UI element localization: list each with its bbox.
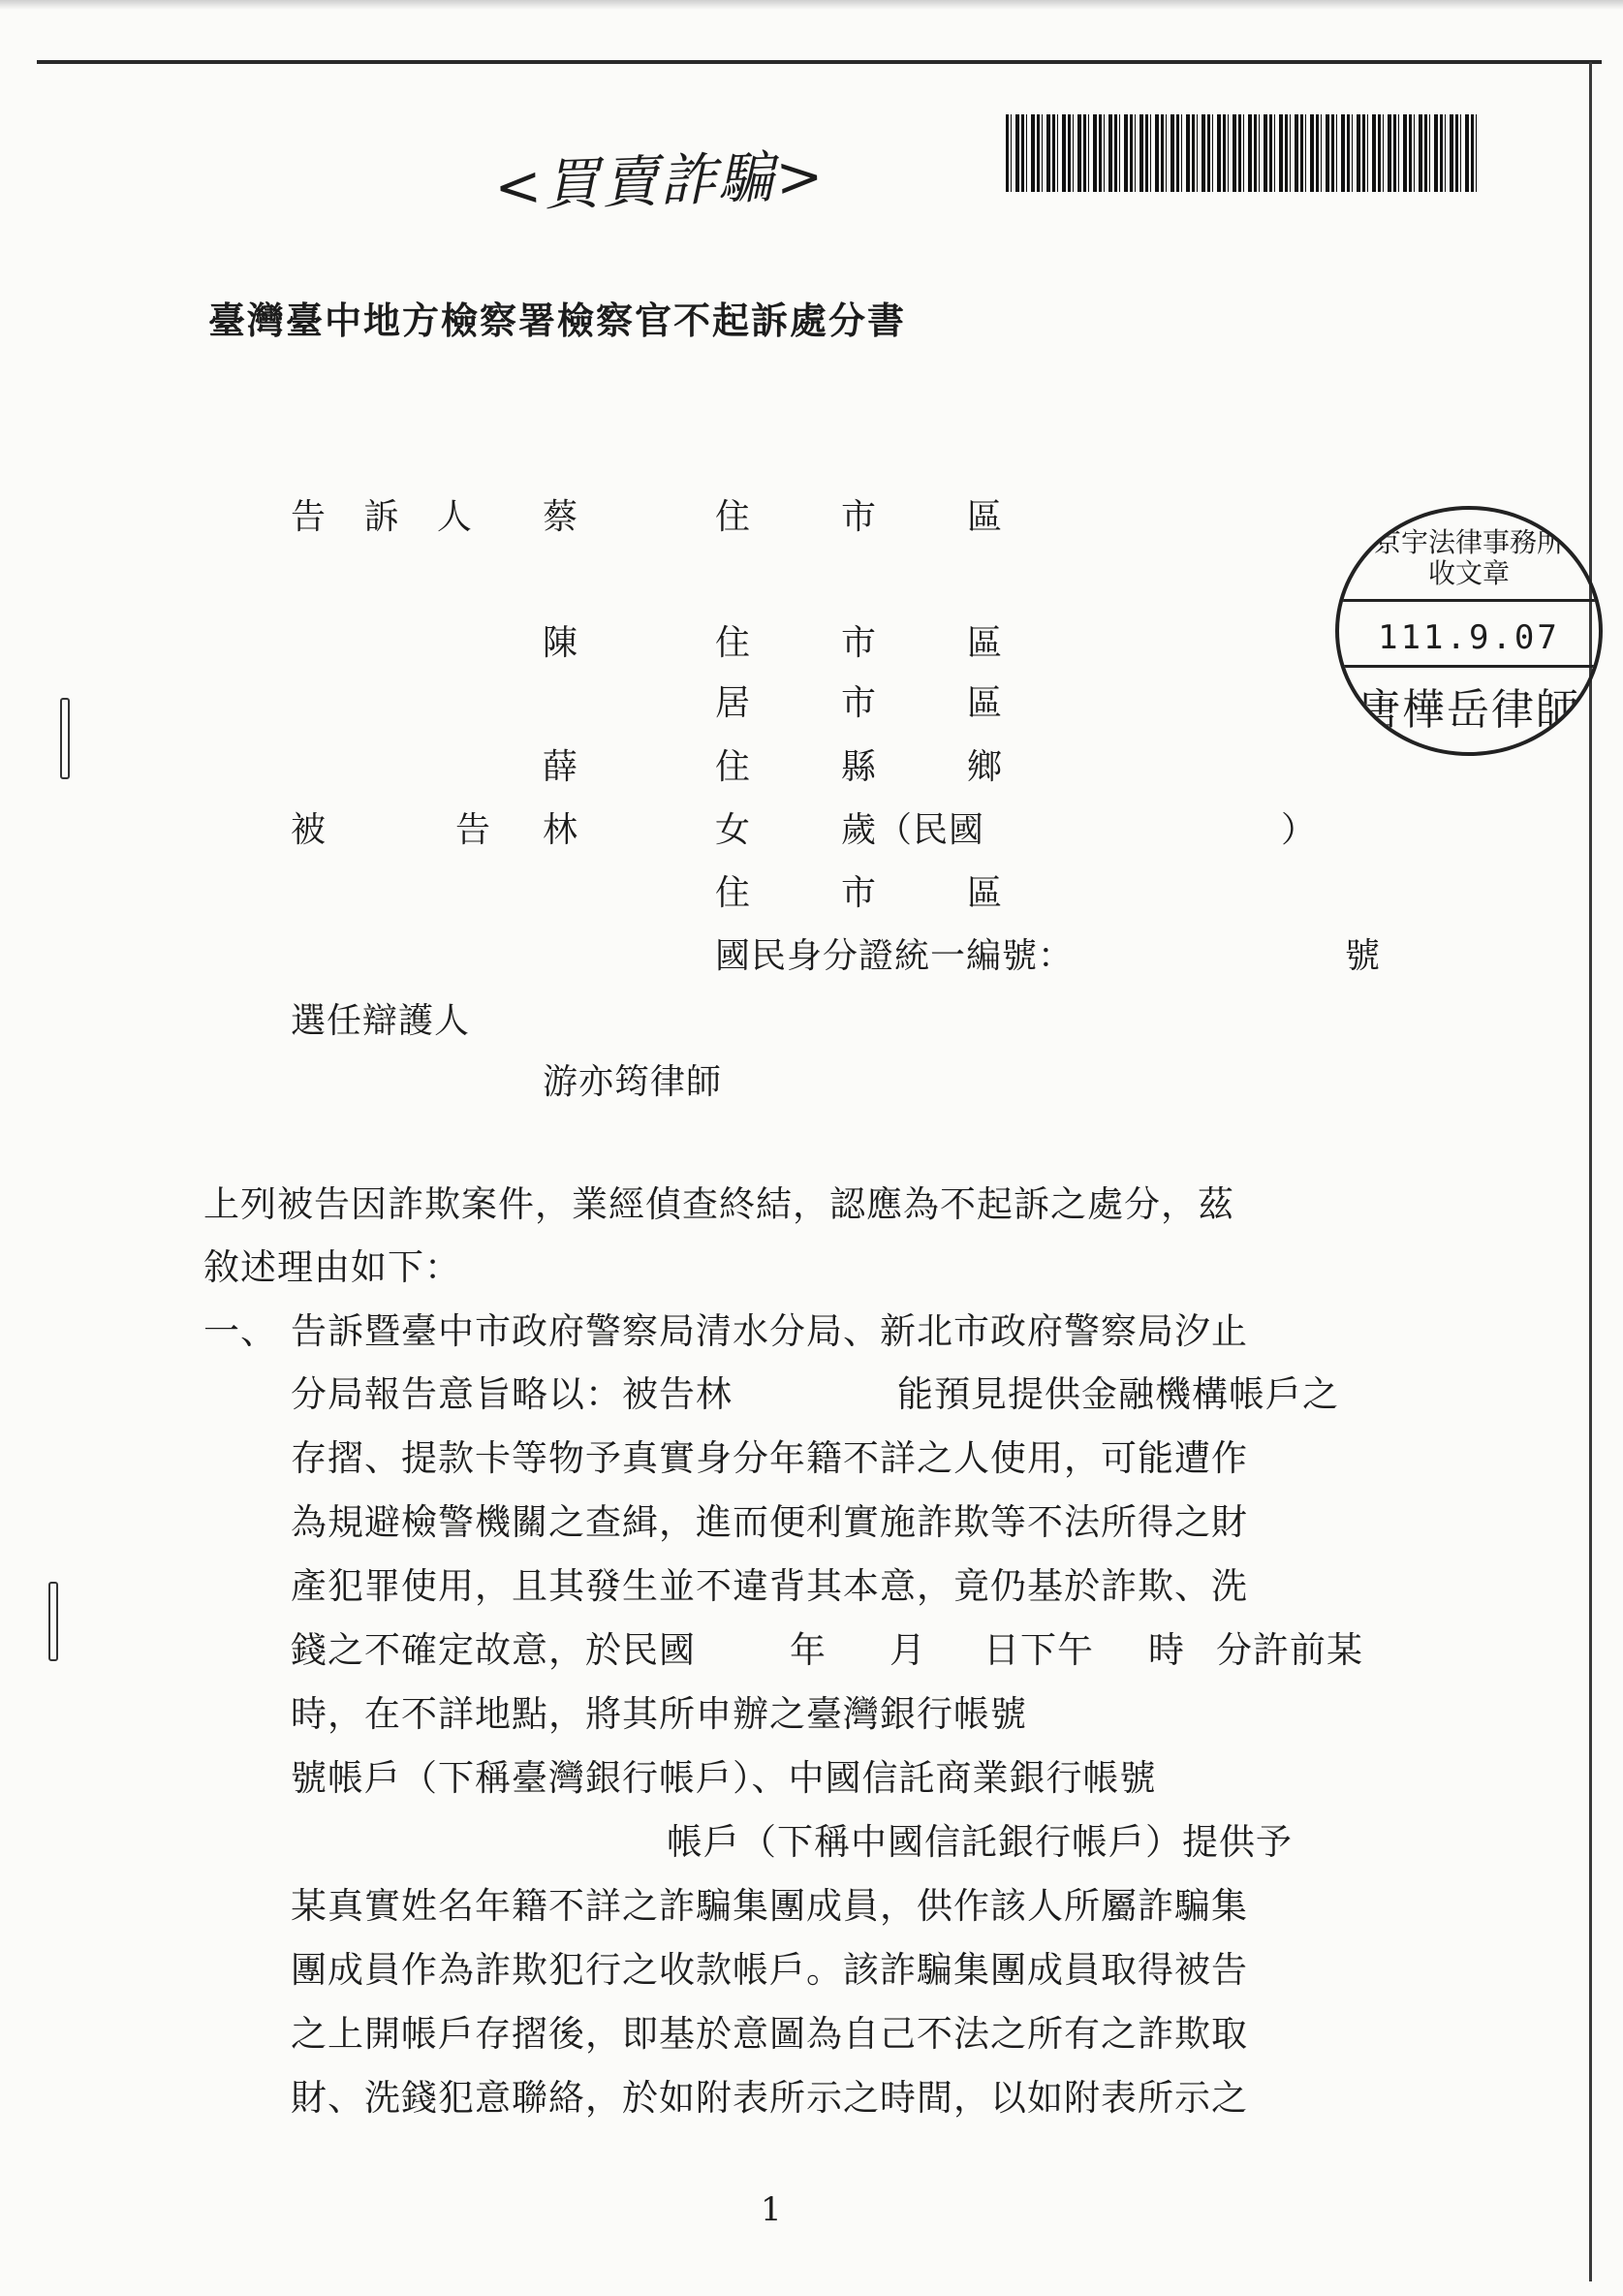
address-area: 區 <box>967 497 1004 537</box>
defendant-gender: 女 <box>715 810 752 850</box>
body-line: 產犯罪使用，且其發生並不違背其本意，竟仍基於詐欺、洗 <box>291 1565 1248 1607</box>
body-line: 能預見提供金融機構帳戶之 <box>897 1373 1339 1415</box>
defendant-name: 林 <box>543 810 579 850</box>
address-area: 鄉 <box>967 747 1004 787</box>
address-type: 住 <box>715 497 752 537</box>
body-line: 號帳戶（下稱臺灣銀行帳戶）、中國信託商業銀行帳號 <box>291 1757 1157 1799</box>
defendant-label: 告 <box>455 810 492 850</box>
defendant-age: 歲（民國 <box>841 810 985 850</box>
body-line: 為規避檢警機關之查緝，進而便利實施詐欺等不法所得之財 <box>291 1501 1248 1543</box>
stamp-divider <box>1339 599 1599 602</box>
address-type: 居 <box>715 683 752 723</box>
date-line-part: 日下午 <box>983 1629 1094 1671</box>
body-line: 財、洗錢犯意聯絡，於如附表所示之時間，以如附表所示之 <box>291 2077 1248 2119</box>
body-line: 存摺、提款卡等物予真實身分年籍不詳之人使用，可能遭作 <box>291 1437 1248 1479</box>
date-line-part: 年 <box>790 1629 827 1671</box>
defendant-label: 被 <box>291 810 328 850</box>
document-title: 臺灣臺中地方檢察署檢察官不起訴處分書 <box>208 299 907 342</box>
body-line: 分局報告意旨略以：被告林 <box>291 1373 733 1415</box>
scan-edge <box>0 0 1623 10</box>
date-line-part: 錢之不確定故意，於民國 <box>291 1629 696 1671</box>
counsel-name: 游亦筠律師 <box>543 1062 723 1102</box>
address-city: 市 <box>841 873 878 913</box>
stamp-label: 收文章 <box>1427 557 1510 589</box>
stamp-lawyer: 唐樺岳律師 <box>1358 685 1580 735</box>
received-stamp <box>1335 506 1603 756</box>
body-line: 某真實姓名年籍不詳之詐騙集團成員，供作該人所屬詐騙集 <box>291 1885 1248 1927</box>
barcode-icon <box>1006 114 1481 192</box>
address-area: 區 <box>967 623 1004 663</box>
address-city: 市 <box>841 497 878 537</box>
complainant-name: 蔡 <box>543 497 579 537</box>
complainant-name: 薛 <box>543 747 579 787</box>
address-type: 住 <box>715 623 752 663</box>
id-number-suffix: 號 <box>1345 936 1382 976</box>
top-border-line <box>37 60 1602 64</box>
section-marker: 一、 <box>203 1310 277 1352</box>
body-line: 帳戶（下稱中國信託銀行帳戶）提供予 <box>667 1821 1293 1863</box>
stamp-org: 京宇法律事務所 <box>1373 526 1564 558</box>
date-line-part: 時 <box>1148 1629 1185 1671</box>
intro-line: 上列被告因詐欺案件，業經偵查終結，認應為不起訴之處分，茲 <box>203 1183 1234 1225</box>
address-area: 區 <box>967 683 1004 723</box>
intro-line: 敘述理由如下： <box>203 1246 461 1288</box>
address-area: 區 <box>967 873 1004 913</box>
handwritten-note: <買賣詐騙> <box>493 142 827 220</box>
right-border-line <box>1589 62 1592 2281</box>
address-type: 住 <box>715 747 752 787</box>
date-line-part: 分許前某 <box>1216 1629 1363 1671</box>
address-city: 縣 <box>841 747 878 787</box>
complainant-name: 陳 <box>543 623 579 663</box>
binding-mark <box>48 1582 58 1661</box>
id-number-label: 國民身分證統一編號： <box>715 936 1075 976</box>
address-city: 市 <box>841 683 878 723</box>
body-line: 時，在不詳地點，將其所申辦之臺灣銀行帳號 <box>291 1693 1027 1735</box>
counsel-label: 選任辯護人 <box>291 1001 471 1041</box>
defendant-age-close: ） <box>1281 810 1318 850</box>
stamp-divider <box>1339 665 1599 668</box>
address-type: 住 <box>715 873 752 913</box>
stamp-date: 111.9.07 <box>1378 618 1560 657</box>
complainant-label: 告 訴 人 <box>291 497 485 537</box>
page-number: 1 <box>761 2190 782 2229</box>
binding-mark <box>60 698 70 779</box>
address-city: 市 <box>841 623 878 663</box>
body-line: 團成員作為詐欺犯行之收款帳戶。該詐騙集團成員取得被告 <box>291 1949 1248 1991</box>
date-line-part: 月 <box>890 1629 926 1671</box>
body-line: 之上開帳戶存摺後，即基於意圖為自己不法之所有之詐欺取 <box>291 2013 1248 2055</box>
body-line: 告訴暨臺中市政府警察局清水分局、新北市政府警察局汐止 <box>291 1310 1248 1352</box>
